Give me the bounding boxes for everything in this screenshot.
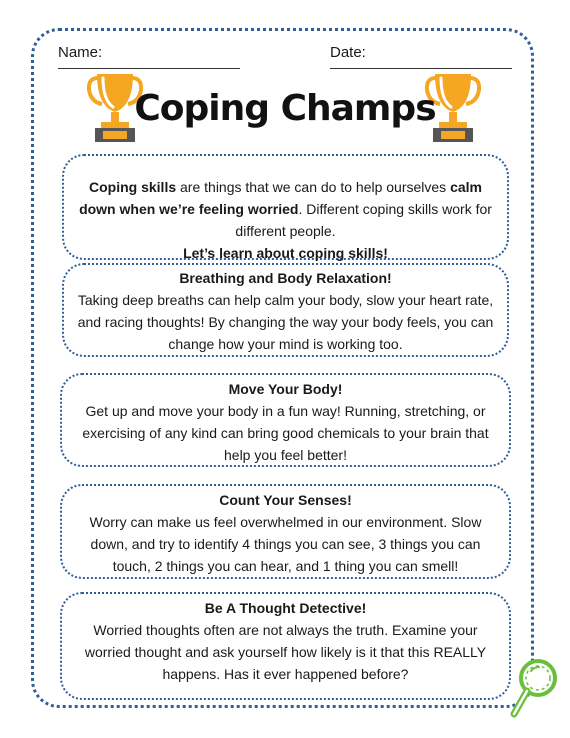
section-heading: Be A Thought Detective! [204, 600, 367, 616]
intro-call-to-action: Let’s learn about coping skills! [183, 245, 388, 261]
intro-term: Coping skills [89, 179, 177, 195]
section-box-breathing [62, 263, 509, 357]
intro-emphasis: calm down when we’re feeling worried [79, 179, 482, 217]
intro-text-part: are things that we can do to help ourselves [176, 179, 451, 195]
section-box-senses [60, 484, 511, 579]
section-body: Get up and move your body in a fun way! Running, stretching, or exercising of any kind can bring good chemicals to your brain that help you feel better! [82, 403, 489, 463]
section-body: Taking deep breaths can help calm your body, slow your heart rate, and racing thoughts! By changing the way your body feels, you can change how your mind is working too. [77, 292, 494, 352]
name-label: Name: [58, 44, 103, 61]
section-heading: Breathing and Body Relaxation! [179, 270, 392, 286]
section-body: Worried thoughts often are not always the truth. Examine your worried thought and ask yourself how likely is it that this REALLY happens. Has it ever happened before? [84, 622, 487, 682]
intro-text [72, 176, 499, 242]
section-heading: Move Your Body! [228, 381, 343, 397]
date-line[interactable] [330, 68, 512, 69]
name-line[interactable] [58, 68, 240, 69]
name-field [58, 44, 102, 61]
section-heading: Count Your Senses! [219, 492, 352, 508]
date-label: Date: [330, 44, 366, 61]
page-title: Coping Champs [134, 88, 436, 129]
section-body: Worry can make us feel overwhelmed in our environment. Slow down, and try to identify 4 things you can see, 3 things you can touch, 2 things you can hear, and 1 thing you can smell! [89, 514, 482, 574]
section-box-move [60, 373, 511, 467]
section-box-thought-detective [60, 592, 511, 700]
magnifying-glass-icon [506, 654, 562, 722]
intro-box [62, 154, 509, 260]
date-field [330, 44, 366, 61]
intro-text-part: . Different coping skills work for different people. [235, 201, 492, 239]
